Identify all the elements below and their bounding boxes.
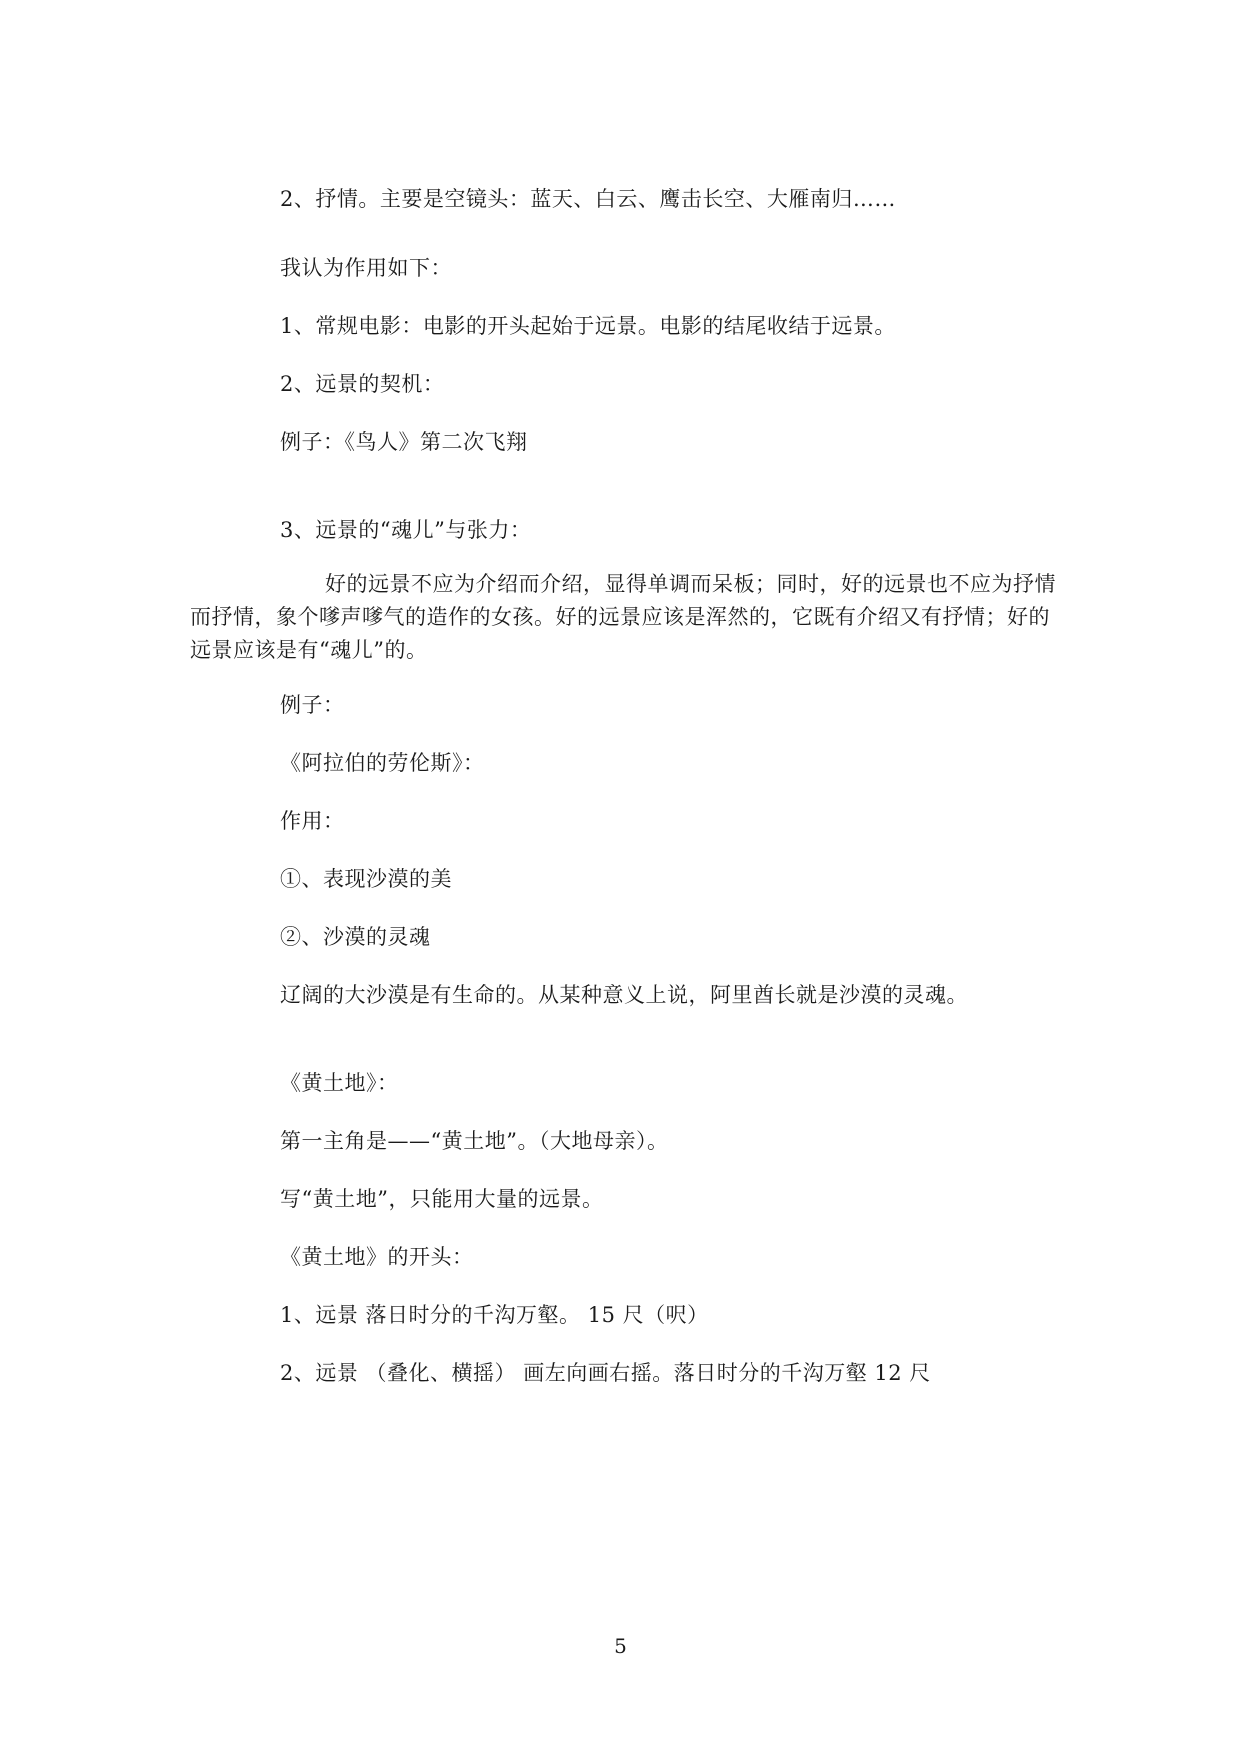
text-line-lyric-empty-shots: 2、抒情。主要是空镜头：蓝天、白云、鹰击长空、大雁南归…… xyxy=(280,187,896,211)
text-line-i-think-functions: 我认为作用如下： xyxy=(280,256,452,280)
text-line-desert-beauty: ①、表现沙漠的美 xyxy=(280,867,452,891)
text-line-function: 作用： xyxy=(280,809,345,833)
text-line-first-protagonist: 第一主角是——“黄土地”。（大地母亲）。 xyxy=(280,1129,669,1153)
text-line-conventional-film: 1、常规电影：电影的开头起始于远景。电影的结尾收结于远景。 xyxy=(280,314,896,338)
text-line-desert-soul: ②、沙漠的灵魂 xyxy=(280,925,431,949)
paragraph-text: 好的远景不应为介绍而介绍，显得单调而呆板；同时，好的远景也不应为抒情而抒情，象个嗲声嗲气的造作的女孩。好的远景应该是浑然的，它既有介绍又有抒情；好的远景应该是有“魂儿”的。 xyxy=(190,572,1056,662)
text-line-yellow-earth: 《黄土地》： xyxy=(280,1071,399,1095)
text-line-vast-desert: 辽阔的大沙漠是有生命的。从某种意义上说，阿里酋长就是沙漠的灵魂。 xyxy=(280,983,968,1007)
text-line-soul-and-tension: 3、远景的“魂儿”与张力： xyxy=(280,518,532,542)
body-paragraph xyxy=(190,568,1060,667)
text-line-example-birdman: 例子：《鸟人》第二次飞翔 xyxy=(280,430,528,454)
text-line-write-yellow-earth: 写“黄土地”，只能用大量的远景。 xyxy=(280,1187,604,1211)
text-line-yellow-earth-opening: 《黄土地》的开头： xyxy=(280,1245,474,1269)
text-line-shot-2: 2、远景 （叠化、横摇） 画左向画右摇。落日时分的千沟万壑 12 尺 xyxy=(280,1361,931,1385)
page-number: 5 xyxy=(614,1634,627,1658)
text-line-lawrence-of-arabia: 《阿拉伯的劳伦斯》： xyxy=(280,751,485,775)
text-line-shot-1: 1、远景 落日时分的千沟万壑。 15 尺（呎） xyxy=(280,1303,709,1327)
text-line-opportunity: 2、远景的契机： xyxy=(280,372,445,396)
text-line-example: 例子： xyxy=(280,693,345,717)
